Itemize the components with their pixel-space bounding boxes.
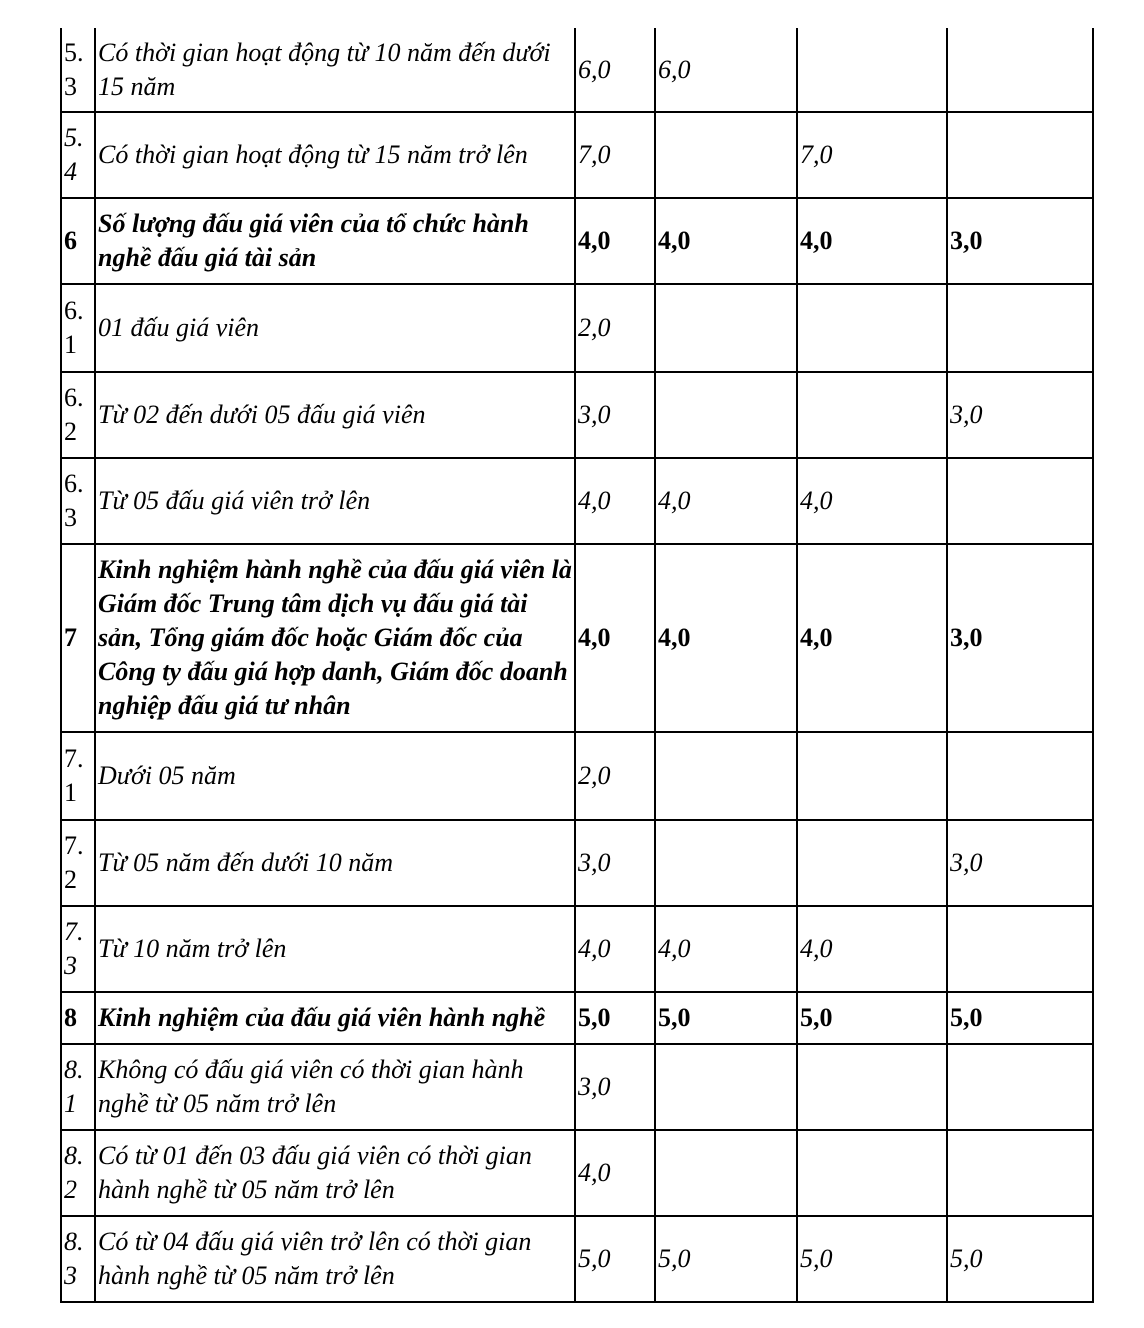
- criteria-label: Có từ 04 đấu giá viên trở lên có thời gian hành nghề từ 05 năm trở lên: [95, 1216, 575, 1302]
- score-col-2: [797, 820, 947, 906]
- criteria-label: Kinh nghiệm của đấu giá viên hành nghề: [95, 992, 575, 1044]
- score-col-1: [655, 112, 797, 198]
- row-number: 7.2: [61, 820, 95, 906]
- score-col-2: 4,0: [797, 544, 947, 732]
- max-score: 4,0: [575, 1130, 655, 1216]
- table-row-6-3: [61, 458, 1093, 544]
- score-col-2: 4,0: [797, 458, 947, 544]
- score-col-2: [797, 284, 947, 372]
- score-col-3: [947, 906, 1093, 992]
- table-row-6-1: [61, 284, 1093, 372]
- row-number: 6: [61, 198, 95, 284]
- score-col-3: [947, 1044, 1093, 1130]
- table-row-5-3: [61, 28, 1093, 112]
- score-col-2: [797, 1130, 947, 1216]
- criteria-label: Có thời gian hoạt động từ 10 năm đến dưới 15 năm: [95, 28, 575, 112]
- row-number: 8.3: [61, 1216, 95, 1302]
- score-col-3: 3,0: [947, 372, 1093, 458]
- row-number: 7.1: [61, 732, 95, 820]
- score-col-2: [797, 372, 947, 458]
- table-row-7: [61, 544, 1093, 732]
- criteria-label: Không có đấu giá viên có thời gian hành nghề từ 05 năm trở lên: [95, 1044, 575, 1130]
- score-col-1: [655, 372, 797, 458]
- score-col-3: [947, 28, 1093, 112]
- score-col-2: 5,0: [797, 992, 947, 1044]
- max-score: 2,0: [575, 284, 655, 372]
- max-score: 4,0: [575, 458, 655, 544]
- criteria-label: Có từ 01 đến 03 đấu giá viên có thời gian hành nghề từ 05 năm trở lên: [95, 1130, 575, 1216]
- row-number: 5.3: [61, 28, 95, 112]
- score-col-2: 5,0: [797, 1216, 947, 1302]
- score-col-1: [655, 1130, 797, 1216]
- score-col-1: [655, 820, 797, 906]
- table-row-7-1: [61, 732, 1093, 820]
- score-col-2: 4,0: [797, 906, 947, 992]
- table-row-5-4: [61, 112, 1093, 198]
- table-row-8-3: [61, 1216, 1093, 1302]
- score-col-3: 3,0: [947, 544, 1093, 732]
- max-score: 3,0: [575, 1044, 655, 1130]
- row-number: 8.1: [61, 1044, 95, 1130]
- score-col-2: [797, 1044, 947, 1130]
- max-score: 6,0: [575, 28, 655, 112]
- criteria-label: Số lượng đấu giá viên của tổ chức hành nghề đấu giá tài sản: [95, 198, 575, 284]
- score-col-2: [797, 732, 947, 820]
- row-number: 7: [61, 544, 95, 732]
- score-col-2: [797, 28, 947, 112]
- score-col-2: 4,0: [797, 198, 947, 284]
- criteria-label: Từ 10 năm trở lên: [95, 906, 575, 992]
- score-col-2: 7,0: [797, 112, 947, 198]
- score-col-1: 5,0: [655, 992, 797, 1044]
- score-col-3: 5,0: [947, 992, 1093, 1044]
- max-score: 3,0: [575, 372, 655, 458]
- criteria-label: Có thời gian hoạt động từ 15 năm trở lên: [95, 112, 575, 198]
- score-col-3: [947, 458, 1093, 544]
- max-score: 4,0: [575, 544, 655, 732]
- table-row-8-1: [61, 1044, 1093, 1130]
- table-row-8-2: [61, 1130, 1093, 1216]
- row-number: 8.2: [61, 1130, 95, 1216]
- criteria-label: Kinh nghiệm hành nghề của đấu giá viên là Giám đốc Trung tâm dịch vụ đấu giá tài sản, Tổng giám đốc hoặc Giám đốc của Công ty đấu giá hợp danh, Giám đốc doanh nghiệp đấu giá tư nhân: [95, 544, 575, 732]
- row-number: 6.3: [61, 458, 95, 544]
- row-number: 6.1: [61, 284, 95, 372]
- max-score: 5,0: [575, 1216, 655, 1302]
- score-col-1: 6,0: [655, 28, 797, 112]
- row-number: 5.4: [61, 112, 95, 198]
- row-number: 8: [61, 992, 95, 1044]
- max-score: 4,0: [575, 906, 655, 992]
- max-score: 4,0: [575, 198, 655, 284]
- score-col-1: 4,0: [655, 906, 797, 992]
- score-col-3: [947, 112, 1093, 198]
- criteria-label: Từ 02 đến dưới 05 đấu giá viên: [95, 372, 575, 458]
- table-row-7-2: [61, 820, 1093, 906]
- criteria-label: 01 đấu giá viên: [95, 284, 575, 372]
- score-col-3: [947, 1130, 1093, 1216]
- score-col-1: [655, 1044, 797, 1130]
- score-col-1: [655, 284, 797, 372]
- max-score: 3,0: [575, 820, 655, 906]
- max-score: 2,0: [575, 732, 655, 820]
- score-col-3: [947, 284, 1093, 372]
- score-col-3: 3,0: [947, 820, 1093, 906]
- score-col-1: 4,0: [655, 458, 797, 544]
- score-col-3: [947, 732, 1093, 820]
- table-row-6-2: [61, 372, 1093, 458]
- score-col-1: 4,0: [655, 544, 797, 732]
- score-col-1: 5,0: [655, 1216, 797, 1302]
- score-col-1: 4,0: [655, 198, 797, 284]
- criteria-score-table: [60, 28, 1094, 1303]
- score-col-3: 5,0: [947, 1216, 1093, 1302]
- max-score: 5,0: [575, 992, 655, 1044]
- max-score: 7,0: [575, 112, 655, 198]
- criteria-label: Từ 05 đấu giá viên trở lên: [95, 458, 575, 544]
- table-row-8: [61, 992, 1093, 1044]
- criteria-label: Từ 05 năm đến dưới 10 năm: [95, 820, 575, 906]
- score-col-1: [655, 732, 797, 820]
- table-row-7-3: [61, 906, 1093, 992]
- criteria-label: Dưới 05 năm: [95, 732, 575, 820]
- row-number: 7.3: [61, 906, 95, 992]
- score-col-3: 3,0: [947, 198, 1093, 284]
- table-row-6: [61, 198, 1093, 284]
- row-number: 6.2: [61, 372, 95, 458]
